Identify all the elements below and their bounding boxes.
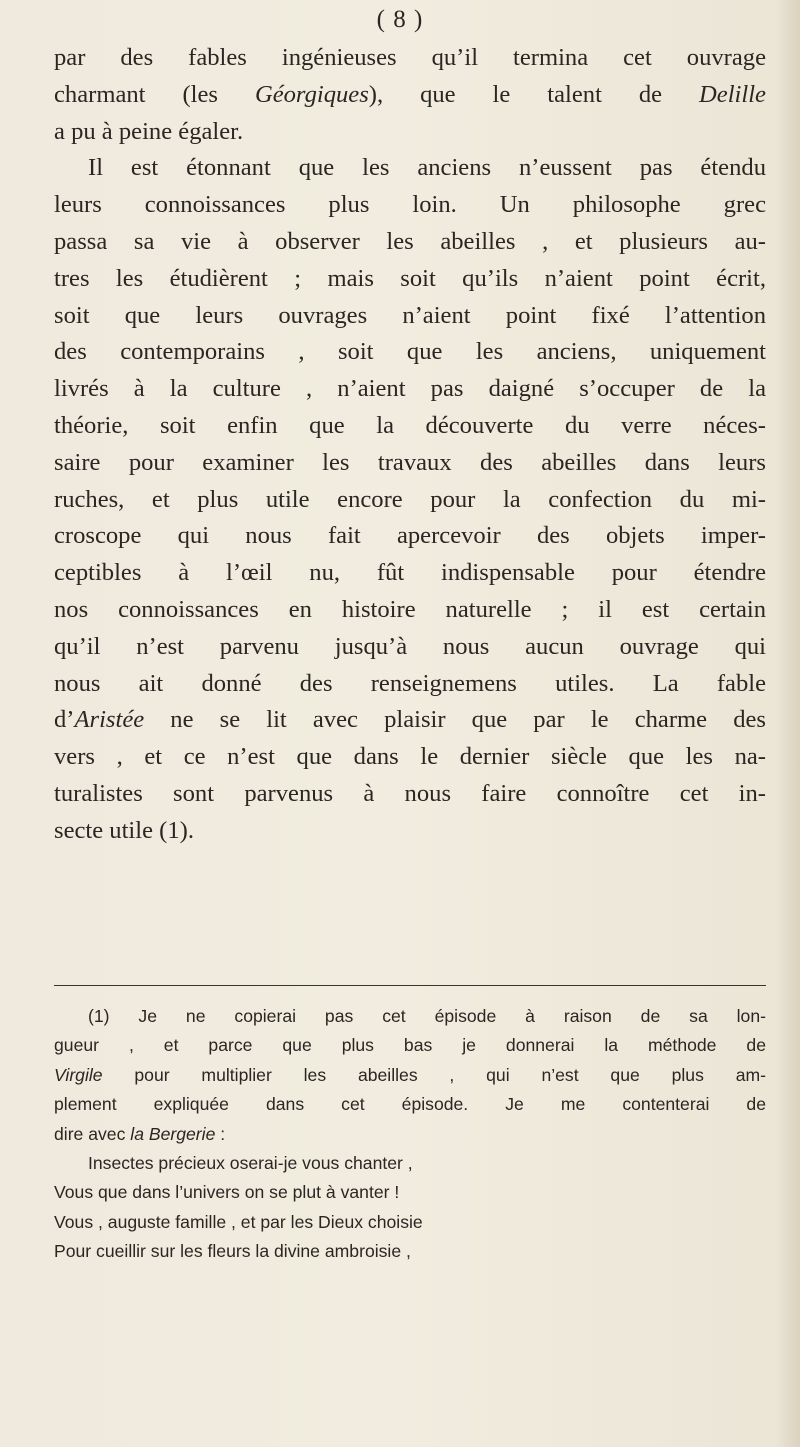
text-line: théorie, soit enfin que la découverte du verre néces- [54, 411, 766, 439]
text-line: Il est étonnant que les anciens n’eussent pas étendu [88, 154, 766, 182]
verse-line: Pour cueillir sur les fleurs la divine ambroisie , [54, 1241, 411, 1262]
footnote-line: (1) Je ne copierai pas cet épisode à raison de sa lon- [88, 1006, 766, 1026]
text-fragment: : [215, 1123, 226, 1144]
text-line: croscope qui nous fait apercevoir des objets imper- [54, 522, 766, 550]
text-line: passa sa vie à observer les abeilles , et plusieurs au- [54, 227, 766, 255]
text-line [54, 702, 766, 739]
text-fragment: dire avec [54, 1123, 131, 1144]
text-line: leurs connoissances plus loin. Un philosophe grec [54, 191, 766, 219]
verse-line: Vous , auguste famille , et par les Dieux choisie [54, 1211, 423, 1232]
title-georgiques: Géorgiques [254, 80, 369, 108]
text-line: a pu à peine égaler. [54, 117, 244, 145]
footnote-line: gueur , et parce que plus bas je donnerai la méthode de [54, 1035, 766, 1056]
text-fragment: ), que le talent de [368, 80, 700, 108]
name-virgile: Virgile [54, 1064, 103, 1085]
text-line: soit que leurs ouvrages n’aient point fixé l’attention [54, 301, 766, 329]
footnote-line [54, 1120, 766, 1149]
main-text [54, 40, 766, 850]
verse-line: Vous que dans l’univers on se plut à vanter ! [54, 1182, 400, 1203]
text-fragment: charmant (les [54, 80, 255, 108]
footnote-line: plement expliquée dans cet épisode. Je me contenterai de [54, 1094, 766, 1115]
text-line: tres les étudièrent ; mais soit qu’ils n’aient point écrit, [54, 264, 766, 292]
text-line: turalistes sont parvenus à nous faire connoître cet in- [54, 779, 766, 807]
text-line: des contemporains , soit que les anciens, uniquement [54, 338, 766, 366]
text-line: livrés à la culture , n’aient pas daigné s’occuper de la [54, 375, 766, 403]
text-line: nos connoissances en histoire naturelle ; il est certain [54, 595, 766, 623]
page-number: ( 8 ) [376, 6, 424, 33]
verse-line: Insectes précieux oserai-je vous chanter , [88, 1153, 413, 1174]
text-fragment: d’ [54, 706, 75, 734]
text-line: vers , et ce n’est que dans le dernier siècle que les na- [54, 743, 766, 771]
footnote-rule [54, 985, 766, 986]
footnote-line [54, 1061, 766, 1090]
text-line: nous ait donné des renseignemens utiles. La fable [54, 669, 766, 697]
footnote [54, 1002, 766, 1267]
text-line: qu’il n’est parvenu jusqu’à nous aucun ouvrage qui [54, 632, 766, 660]
text-line: saire pour examiner les travaux des abeilles dans leurs [54, 448, 766, 476]
text-line: secte utile (1). [54, 816, 194, 844]
text-fragment: ne se lit avec plaisir que par le charme des [144, 706, 766, 734]
name-aristee: Aristée [74, 706, 145, 734]
author-delille: Delille [699, 80, 766, 108]
page-edge-shadow [776, 0, 800, 1447]
text-line: ruches, et plus utile encore pour la confection du mi- [54, 485, 766, 513]
text-line: par des fables ingénieuses qu’il termina cet ouvrage [54, 44, 766, 71]
text-line: ceptibles à l’œil nu, fût indispensable pour étendre [54, 559, 766, 587]
text-line [54, 77, 766, 114]
text-fragment: pour multiplier les abeilles , qui n’est que plus am- [102, 1064, 766, 1085]
title-la-bergerie: la Bergerie [130, 1123, 216, 1144]
